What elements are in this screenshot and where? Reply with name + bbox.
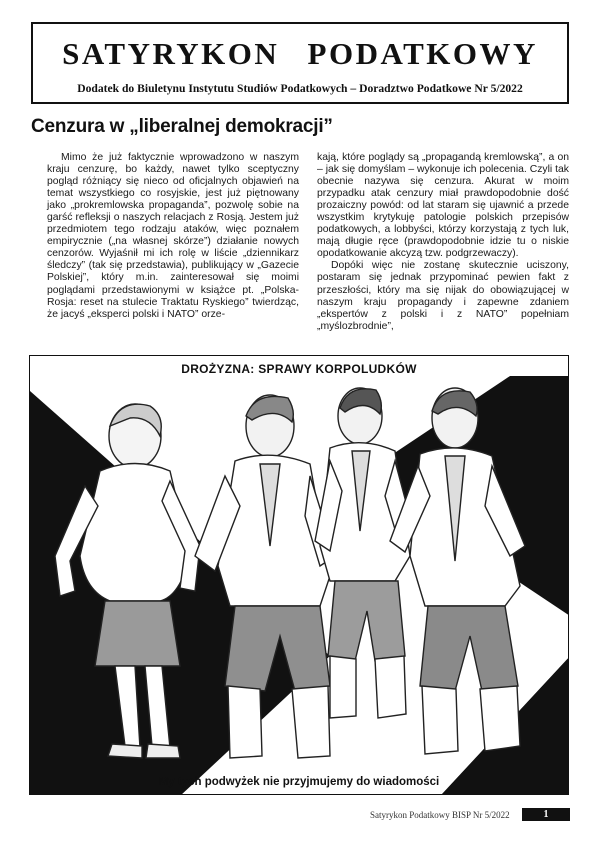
footer-publication: Satyrykon Podatkowy BISP Nr 5/2022	[370, 810, 510, 820]
masthead-title: SATYRYKON PODATKOWY	[62, 36, 538, 71]
cartoon-drawing	[30, 356, 569, 795]
article-paragraph: Dopóki więc nie zostanę skutecznie uciszony, postaram się jednak przypominać pewien fakt z przeszłości, który ma się nijak do obowiązującej w naszym kraju propagandy i zapewne zdaniem „ekspertów z polski i z NATO” popełniam „myślozbrodnie”,	[317, 260, 569, 332]
article-column-right	[317, 152, 569, 333]
masthead	[31, 22, 569, 104]
page-number: 1	[522, 808, 570, 821]
article-column-left	[47, 152, 299, 321]
article-headline: Cenzura w „liberalnej demokracji”	[31, 116, 333, 137]
cartoon-caption: My tych podwyżek nie przyjmujemy do wiadomości	[158, 776, 440, 788]
masthead-subtitle: Dodatek do Biuletynu Instytutu Studiów Podatkowych – Doradztwo Podatkowe Nr 5/2022	[77, 82, 523, 95]
article-paragraph: Mimo że już faktycznie wprowadzono w naszym kraju cenzurę, bo każdy, nawet tylko sceptyczny pogląd różniący się nieco od oficjalnych objawień na temat wszystkiego co rosyjskie, jest już piętnowany jako „prokremlowska propaganda”, pozwolę sobie na garść refleksji o naszych relacjach z Rosją. Jestem już przedmiotem tego rodzaju ataków, więc poznałem empirycznie („na własnej skórze”) działanie nowych cenzorów. Wyjaśnił mi ich rolę w liście „dziennikarz śledczy” (tak się przedstawia), publikujący w „Gazecie Polskiej”, który m.in. zainteresował się moimi poglądami przedstawionymi w książce pt. „Polska-Rosja: reset na stulecie Traktatu Ryskiego” twierdząc, że jacyś „eksperci polski i NATO” orze-	[47, 152, 299, 320]
cartoon-illustration	[29, 355, 569, 795]
article-paragraph: kają, które poglądy są „propagandą kremlowską”, a on – jak się domyślam – wykonuje ich polecenia. Czyli tak obecnie nazywa się cenzura. Akurat w moim przypadku atak cenzury miał prawdopodobnie dość prozaiczny powód: od lat staram się ujawnić a przede wszystkim krytykuję patologie polskich przepisów podatkowych, a lobbyści, którzy korzystają z tych luk, mają długie ręce (prawdopodobnie idzie tu o niskie opodatkowanie akcyzą tzw. podgrzewaczy).	[317, 152, 569, 260]
cartoon-title: DROŻYZNA: SPRAWY KORPOLUDKÓW	[181, 362, 417, 376]
